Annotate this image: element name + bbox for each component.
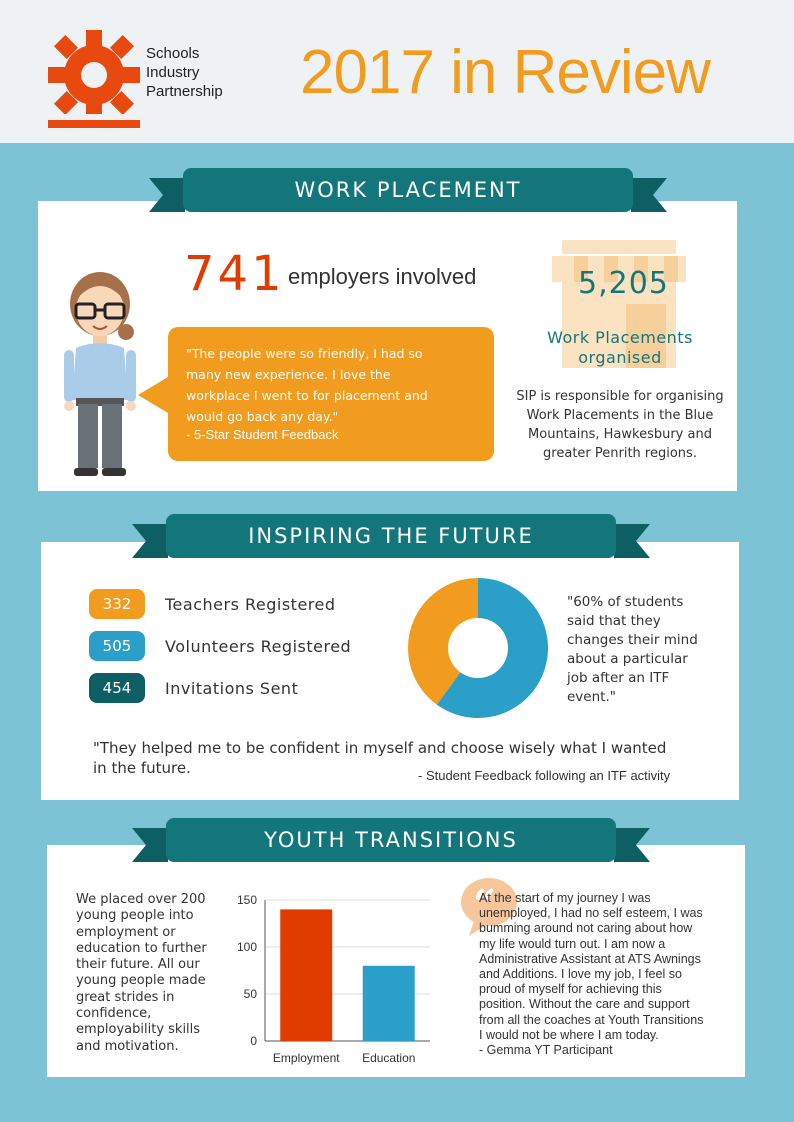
logo-text: Schools Industry Partnership bbox=[146, 45, 223, 100]
header bbox=[0, 0, 794, 143]
bar-chart bbox=[225, 885, 440, 1070]
gear-logo-icon bbox=[48, 28, 140, 128]
stat-label-teachers: Teachers Registered bbox=[165, 595, 336, 614]
x-tick-label: Education bbox=[362, 1051, 416, 1065]
section-heading: INSPIRING THE FUTURE bbox=[166, 514, 616, 558]
inspiring-ribbon bbox=[166, 514, 616, 568]
placements-description: SIP is responsible for organising Work Placements in the Blue Mountains, Hawkesbury and greater Penrith regions. bbox=[516, 389, 724, 461]
youth-ribbon bbox=[166, 818, 616, 872]
stat-label-volunteers: Volunteers Registered bbox=[165, 637, 352, 656]
stat-badge-teachers: 332 bbox=[89, 589, 145, 619]
y-tick-label: 100 bbox=[236, 940, 257, 954]
y-tick-label: 0 bbox=[250, 1034, 257, 1048]
donut-hole bbox=[448, 618, 508, 678]
employers-count: 741 bbox=[184, 246, 285, 302]
section-heading: YOUTH TRANSITIONS bbox=[166, 818, 616, 862]
section-heading: WORK PLACEMENT bbox=[183, 168, 633, 212]
donut-chart bbox=[408, 578, 548, 718]
student-quote-bubble bbox=[168, 327, 494, 461]
youth-description: We placed over 200 young people into employment or education to further their future. All our young people made great strides in confidence, employability skills and motivation. bbox=[76, 892, 207, 1054]
bar-employment bbox=[280, 909, 332, 1041]
student-quote-source: - 5-Star Student Feedback bbox=[186, 427, 339, 442]
student-quote: "The people were so friendly, I had so many new experience. I love the workplace I went to for placement and would go back any day." bbox=[186, 346, 428, 424]
employers-label: employers involved bbox=[288, 264, 477, 289]
work-placement-ribbon bbox=[183, 168, 633, 222]
youth-testimonial: At the start of my journey I was unemployed, I had no self esteem, I was bumming around not caring about how my life would turn out. I am now a Administrative Assistant at ATS Awnings and Additions. I love my job, I feel so proud of myself for achieving this position. Without the care and support from all the coaches at Youth Transitions I would not be where I am today. - Gemma YT Participant bbox=[479, 891, 704, 1058]
page-title: 2017 in Review bbox=[300, 38, 710, 107]
placements-count: 5,205 bbox=[578, 266, 669, 301]
svg-text:“: “ bbox=[473, 881, 497, 928]
stat-badge-invitations: 454 bbox=[89, 673, 145, 703]
student-avatar-icon bbox=[60, 266, 140, 478]
itf-feedback-source: - Student Feedback following an ITF activity bbox=[418, 768, 671, 783]
x-tick-label: Employment bbox=[272, 1051, 340, 1065]
y-tick-label: 150 bbox=[236, 893, 257, 907]
y-tick-label: 50 bbox=[243, 987, 257, 1001]
itf-feedback: "They helped me to be confident in myself and choose wisely what I wanted in the future. bbox=[93, 739, 667, 777]
bar-education bbox=[363, 966, 415, 1041]
placements-label: Work Placements organised bbox=[547, 328, 693, 367]
itf-quote: "60% of students said that they changes their mind about a particular job after an ITF event." bbox=[567, 594, 698, 705]
stat-badge-volunteers: 505 bbox=[89, 631, 145, 661]
stat-label-invitations: Invitations Sent bbox=[165, 679, 299, 698]
